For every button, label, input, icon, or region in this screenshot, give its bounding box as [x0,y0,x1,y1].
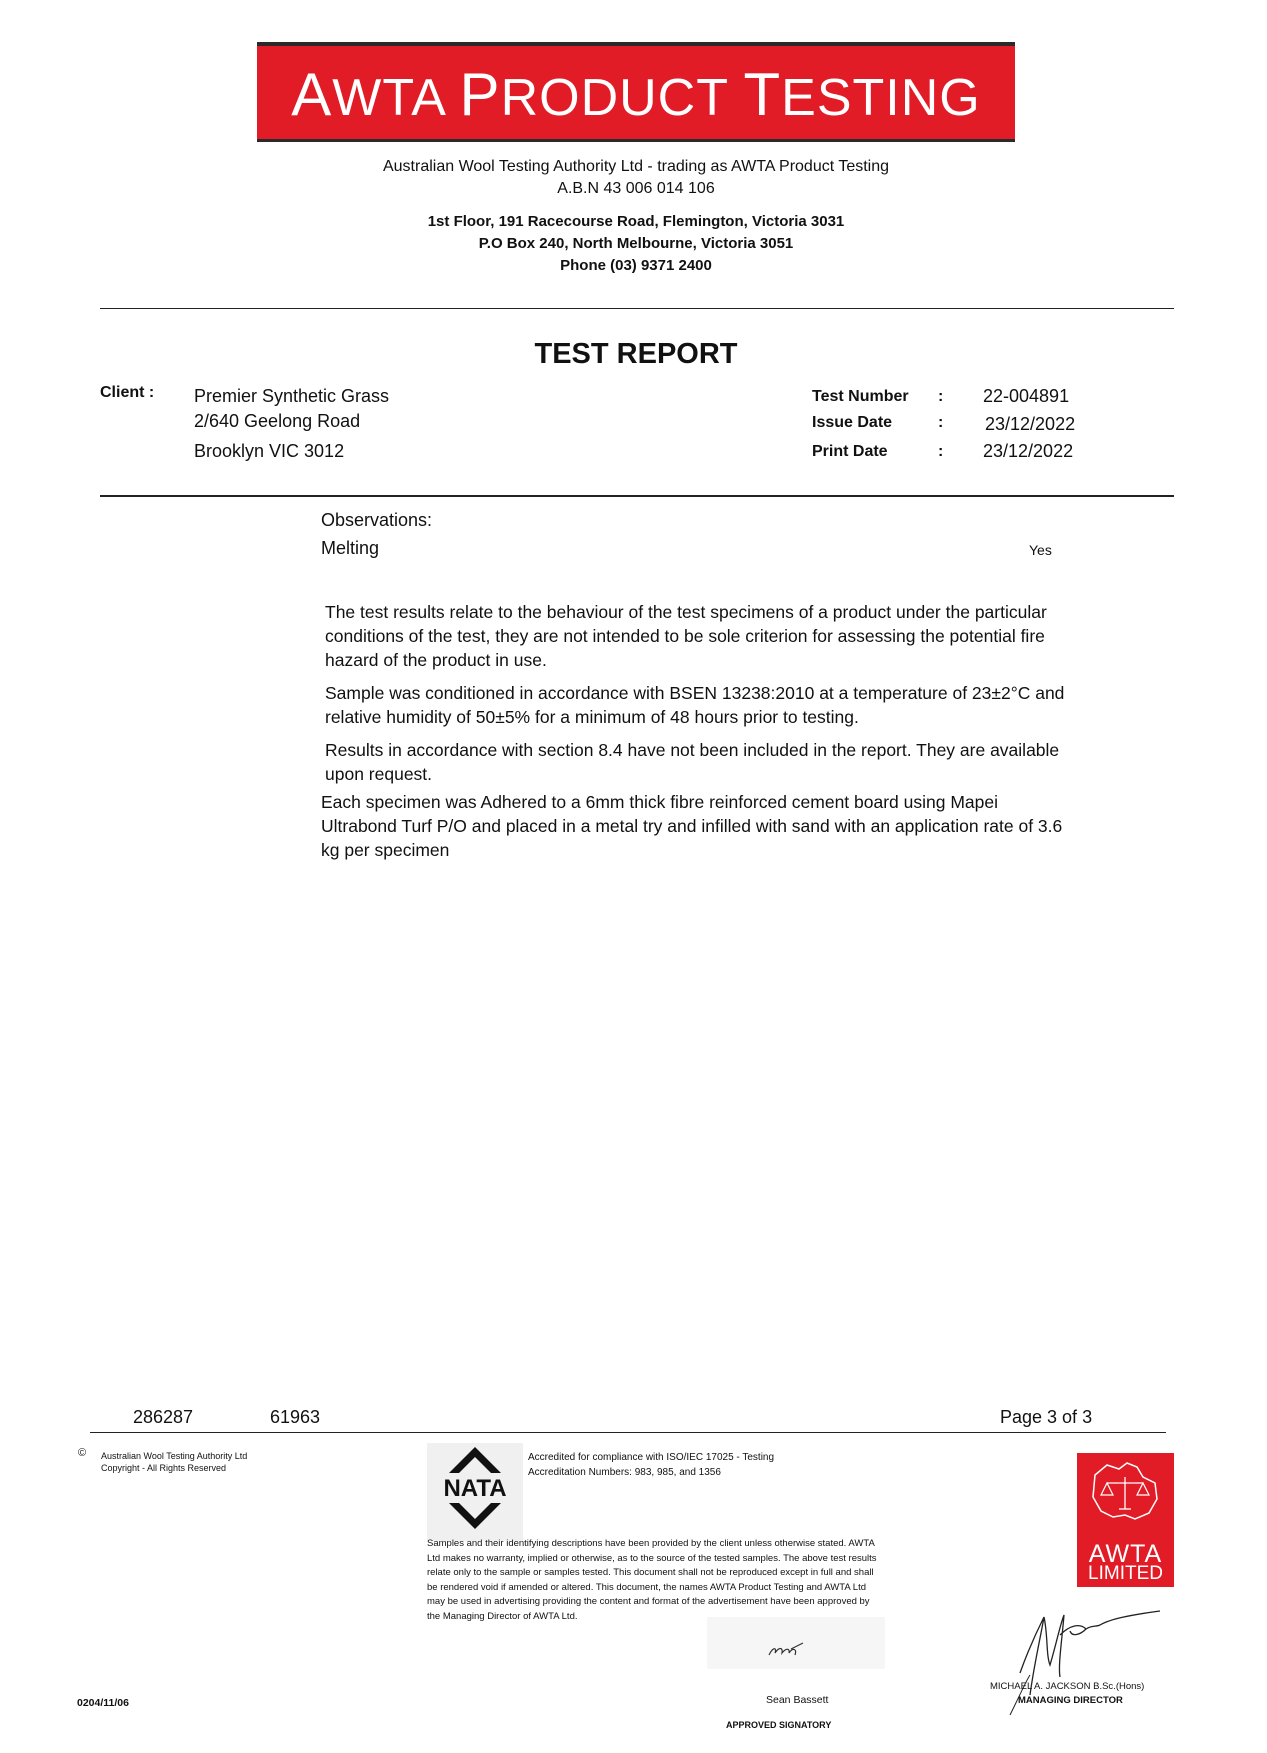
note-paragraph-4: Each specimen was Adhered to a 6mm thick fibre reinforced cement board using Mapei Ultrabond Turf P/O and placed in a metal try and infilled with sand with an application rate of 3.6 kg per specimen [321,792,1063,860]
print-date-colon: : [938,443,944,460]
awta-limited-logo [1077,1453,1174,1587]
banner-title: AWTA PRODUCT TESTING [291,61,981,128]
melting-value: Yes [1029,542,1052,558]
australia-map-scales-icon [1077,1453,1174,1539]
client-address-2: Brooklyn VIC 3012 [194,441,345,461]
footer-ref-2: 61963 [270,1407,321,1427]
client-address-1: 2/640 Geelong Road [194,411,361,431]
test-number-label: Test Number [812,388,909,405]
signatory-signature [707,1617,885,1669]
client-divider [100,495,1174,497]
footer-ref-1: 286287 [133,1407,194,1427]
signatory-name: Sean Bassett [766,1694,829,1706]
copyright-text: Australian Wool Testing Authority Ltd Copyright - All Rights Reserved [101,1451,248,1473]
footer-divider [90,1432,1166,1433]
report-title: TEST REPORT [534,338,738,370]
address-line-2: P.O Box 240, North Melbourne, Victoria 3051 [478,235,794,252]
nata-text: NATA [443,1475,507,1502]
melting-label: Melting [321,538,380,558]
signatory-title: APPROVED SIGNATORY [726,1720,832,1730]
accreditation-text: Accredited for compliance with ISO/IEC 17025 - Testing Accreditation Numbers: 983, 985, and 1356 [528,1452,775,1478]
print-date-label: Print Date [812,443,888,460]
director-title: MANAGING DIRECTOR [1018,1695,1123,1706]
note-paragraph-3: Results in accordance with section 8.4 have not been included in the report. They are available upon request. [325,740,1060,784]
note-paragraph-2: Sample was conditioned in accordance with BSEN 13238:2010 at a temperature of 23±2°C and relative humidity of 50±5% for a minimum of 48 hours prior to testing. [325,683,1065,727]
test-number-colon: : [938,388,944,405]
awta-logo-line-2: LIMITED [1088,1563,1163,1584]
awta-logo-line-1: AWTA [1088,1540,1163,1568]
note-paragraph-1: The test results relate to the behaviour of the test specimens of a product under the particular conditions of the test, they are not intended to be sole criterion for assessing the potential fire hazard of the product in use. [325,602,1047,670]
issue-date-value: 23/12/2022 [985,414,1076,434]
issue-date-label: Issue Date [812,414,893,431]
address-line-1: 1st Floor, 191 Racecourse Road, Flemington, Victoria 3031 [427,213,845,230]
phone: Phone (03) 9371 2400 [560,257,712,274]
issue-date-colon: : [938,414,944,431]
page-number: Page 3 of 3 [1000,1407,1093,1427]
signature-icon [707,1617,885,1669]
print-date-value: 23/12/2022 [983,441,1074,461]
form-code: 0204/11/06 [77,1697,129,1709]
nata-logo [427,1443,523,1541]
observations-heading: Observations: [321,510,433,530]
disclaimer-text: Samples and their identifying descriptions have been provided by the client unless otherwise stated. AWTA Ltd makes no warranty, implied or otherwise, as to the source of the tested samples. The above test results relate only to the sample or samples tested. This document shall not be reproduced except in full and shall be rendered void if amended or altered. This document, the names AWTA Product Testing and AWTA Ltd may be used in advertising providing the content and format of the advertisement have been approved by the Managing Director of AWTA Ltd. [427,1538,877,1622]
test-number-value: 22-004891 [983,386,1070,406]
copyright-icon: © [78,1447,87,1459]
abn: A.B.N 43 006 014 106 [557,180,715,197]
client-name: Premier Synthetic Grass [194,386,390,406]
client-label: Client : [100,384,155,401]
awta-banner [257,42,1015,142]
header-divider [100,308,1174,309]
company-line: Australian Wool Testing Authority Ltd - trading as AWTA Product Testing [382,158,890,175]
director-name: MICHAEL A. JACKSON B.Sc.(Hons) [990,1681,1145,1692]
